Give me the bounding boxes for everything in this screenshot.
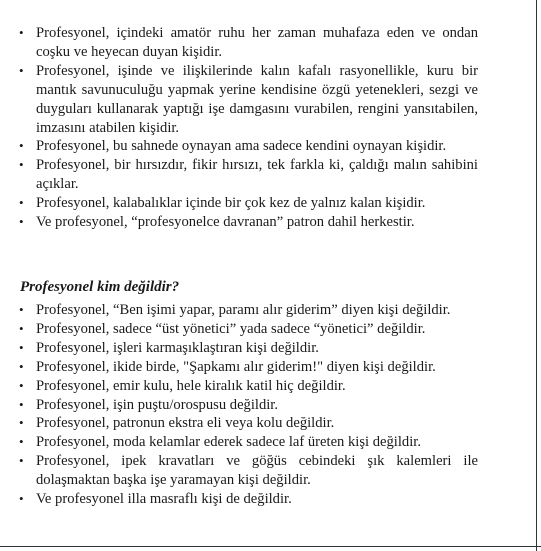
list-item-text: Ve profesyonel illa masraflı kişi de değildir. [36, 491, 292, 508]
list-item-text: Profesyonel, kalabalıklar içinde bir çok kez de yalnız kalan kişidir. [36, 195, 426, 212]
list-item-text: Ve profesyonel, “profesyonelce davranan” patron dahil herkestir. [36, 214, 415, 231]
list-item [16, 194, 478, 213]
list-item-text: Profesyonel, “Ben işimi yapar, paramı alır giderim” diyen kişi değildir. [36, 302, 451, 318]
bullet-icon: • [19, 358, 24, 374]
list-item-text: Profesyonel, ikide birde, "Şapkamı alır giderim!" diyen kişi değildir. [36, 358, 436, 375]
list-item [16, 414, 478, 433]
list-item-text: Profesyonel, işin puştu/orospusu değildir. [36, 396, 279, 413]
bullet-icon: • [19, 396, 24, 412]
list-item-text: Profesyonel, işinde ve ilişkilerinde kalın kafalı rasyonellikle, kuru bir mantık savunuculuğu yapmak yerine kendisine özgü yetenekleri, sezgi ve duyguları kullanarak yaptığı işe damgasını vurabilen, rengini yansıtabilen, imzasını atabilen kişidir. [36, 62, 478, 136]
list-item [16, 452, 478, 490]
list-item-text: Profesyonel, ipek kravatları ve göğüs cebindeki şık kalemleri ile dolaşmaktan başka işe yaramayan kişi değildir. [36, 453, 478, 489]
bullet-icon: • [19, 453, 24, 469]
list-item [16, 301, 478, 320]
list-item-text: Profesyonel, patronun ekstra eli veya kolu değildir. [36, 415, 335, 432]
list-item-text: Profesyonel, bir hırsızdır, fikir hırsızı, tek farkla ki, çaldığı malın sahibini açıklar. [36, 157, 478, 193]
bullet-icon: • [19, 62, 24, 78]
list-item [16, 62, 478, 138]
bullet-icon: • [19, 434, 24, 450]
list-item [16, 377, 478, 396]
list-item [16, 339, 478, 358]
section-heading: Profesyonel kim değildir? [20, 279, 180, 295]
list-item [16, 433, 478, 452]
bullet-icon: • [19, 415, 24, 431]
list-item [16, 24, 478, 62]
bullet-icon: • [19, 25, 24, 40]
list-item [16, 137, 478, 156]
list-item [16, 156, 478, 194]
list-item-text: Profesyonel, işleri karmaşıklaştıran kişi değildir. [36, 339, 319, 356]
non-traits-list [16, 301, 478, 509]
bullet-icon: • [19, 195, 24, 211]
page-bottom-rule [0, 546, 541, 547]
bullet-icon: • [19, 138, 24, 154]
list-item-text: Profesyonel, bu sahnede oynayan ama sadece kendini oynayan kişidir. [36, 138, 447, 155]
list-item [16, 396, 478, 415]
list-item-text: Profesyonel, moda kelamlar ederek sadece laf üreten kişi değildir. [36, 434, 421, 451]
bullet-icon: • [19, 320, 24, 336]
page-edge-rule [536, 0, 537, 551]
list-item [16, 320, 478, 339]
list-item [16, 213, 478, 232]
list-item-text: Profesyonel, emir kulu, hele kiralık katil hiç değildir. [36, 377, 346, 394]
bullet-icon: • [19, 302, 24, 317]
list-item [16, 490, 478, 509]
bullet-icon: • [19, 491, 24, 507]
bullet-icon: • [19, 157, 24, 173]
list-item-text: Profesyonel, sadece “üst yönetici” yada sadece “yönetici” değildir. [36, 320, 426, 337]
bullet-icon: • [19, 377, 24, 393]
list-item-text: Profesyonel, içindeki amatör ruhu her zaman muhafaza eden ve ondan coşku ve heyecan duyan kişidir. [36, 25, 478, 60]
bullet-icon: • [19, 339, 24, 355]
profile-traits-list [16, 24, 478, 232]
list-item [16, 358, 478, 377]
bullet-icon: • [19, 214, 24, 230]
